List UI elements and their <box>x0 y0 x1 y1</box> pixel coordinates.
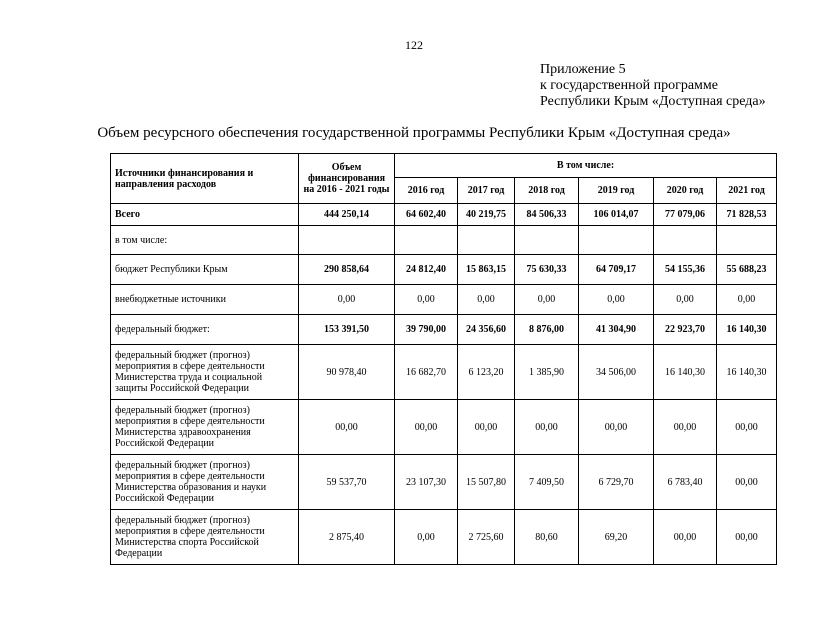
row-value: 1 385,90 <box>515 345 579 400</box>
row-value: 71 828,53 <box>717 204 777 226</box>
row-value: 22 923,70 <box>654 315 717 345</box>
row-value: 00,00 <box>458 400 515 455</box>
row-value: 0,00 <box>717 285 777 315</box>
row-value: 84 506,33 <box>515 204 579 226</box>
row-value: 00,00 <box>717 455 777 510</box>
financing-table <box>110 153 777 565</box>
row-total: 90 978,40 <box>299 345 395 400</box>
row-total: 0,00 <box>299 285 395 315</box>
row-value: 00,00 <box>654 510 717 565</box>
row-value: 00,00 <box>717 510 777 565</box>
row-label: в том числе: <box>111 226 299 255</box>
header-year: 2018 год <box>515 178 579 204</box>
appendix-note <box>540 62 766 110</box>
row-total: 59 537,70 <box>299 455 395 510</box>
header-year: 2019 год <box>579 178 654 204</box>
row-value: 75 630,33 <box>515 255 579 285</box>
row-value: 0,00 <box>515 285 579 315</box>
row-label: бюджет Республики Крым <box>111 255 299 285</box>
row-value: 80,60 <box>515 510 579 565</box>
row-value: 64 602,40 <box>395 204 458 226</box>
row-label: федеральный бюджет (прогноз) мероприятия в сфере деятельности Министерства образования и науки Российской Федерации <box>111 455 299 510</box>
row-value: 39 790,00 <box>395 315 458 345</box>
row-label: федеральный бюджет: <box>111 315 299 345</box>
row-value: 0,00 <box>458 285 515 315</box>
row-value: 16 682,70 <box>395 345 458 400</box>
row-value: 64 709,17 <box>579 255 654 285</box>
table-row <box>111 255 777 285</box>
row-value: 00,00 <box>515 400 579 455</box>
row-value: 69,20 <box>579 510 654 565</box>
row-value: 41 304,90 <box>579 315 654 345</box>
row-label: федеральный бюджет (прогноз) мероприятия в сфере деятельности Министерства труда и социальной защиты Российской Федерации <box>111 345 299 400</box>
row-total <box>299 226 395 255</box>
row-total: 153 391,50 <box>299 315 395 345</box>
appendix-line-3: Республики Крым «Доступная среда» <box>540 94 766 109</box>
table-row <box>111 345 777 400</box>
row-value: 16 140,30 <box>654 345 717 400</box>
row-value: 24 812,40 <box>395 255 458 285</box>
row-value: 2 725,60 <box>458 510 515 565</box>
header-year: 2016 год <box>395 178 458 204</box>
header-including: В том числе: <box>395 154 777 178</box>
row-value: 40 219,75 <box>458 204 515 226</box>
document-title: Объем ресурсного обеспечения государственной программы Республики Крым «Доступная среда» <box>97 125 731 141</box>
row-value: 8 876,00 <box>515 315 579 345</box>
row-value: 15 507,80 <box>458 455 515 510</box>
table-row <box>111 455 777 510</box>
row-total: 2 875,40 <box>299 510 395 565</box>
row-value: 6 729,70 <box>579 455 654 510</box>
row-value: 00,00 <box>395 400 458 455</box>
row-label: федеральный бюджет (прогноз) мероприятия в сфере деятельности Министерства спорта Российской Федерации <box>111 510 299 565</box>
header-year: 2017 год <box>458 178 515 204</box>
row-value: 34 506,00 <box>579 345 654 400</box>
table-row <box>111 226 777 255</box>
row-total: 444 250,14 <box>299 204 395 226</box>
row-value: 7 409,50 <box>515 455 579 510</box>
row-value: 15 863,15 <box>458 255 515 285</box>
table-row <box>111 510 777 565</box>
table-row <box>111 315 777 345</box>
row-value <box>395 226 458 255</box>
header-source: Источники финансирования и направления расходов <box>111 154 299 204</box>
row-value: 106 014,07 <box>579 204 654 226</box>
row-value: 6 783,40 <box>654 455 717 510</box>
appendix-line-2: к государственной программе <box>540 78 718 93</box>
row-value: 16 140,30 <box>717 315 777 345</box>
appendix-line-1: Приложение 5 <box>540 62 626 77</box>
row-total: 290 858,64 <box>299 255 395 285</box>
row-value <box>654 226 717 255</box>
row-value: 77 079,06 <box>654 204 717 226</box>
row-label: федеральный бюджет (прогноз) мероприятия в сфере деятельности Министерства здравоохранения Российской Федерации <box>111 400 299 455</box>
row-value: 0,00 <box>654 285 717 315</box>
row-value: 0,00 <box>579 285 654 315</box>
row-value: 00,00 <box>654 400 717 455</box>
header-year: 2020 год <box>654 178 717 204</box>
row-value: 55 688,23 <box>717 255 777 285</box>
table-row <box>111 204 777 226</box>
page-number: 122 <box>405 38 423 52</box>
row-value: 6 123,20 <box>458 345 515 400</box>
table-row <box>111 400 777 455</box>
row-value: 00,00 <box>717 400 777 455</box>
row-value: 23 107,30 <box>395 455 458 510</box>
row-value <box>717 226 777 255</box>
header-row-top <box>111 154 777 178</box>
row-value: 54 155,36 <box>654 255 717 285</box>
header-year: 2021 год <box>717 178 777 204</box>
row-total: 00,00 <box>299 400 395 455</box>
row-value: 24 356,60 <box>458 315 515 345</box>
header-total: Объем финансирования на 2016 - 2021 годы <box>299 154 395 204</box>
row-value: 0,00 <box>395 510 458 565</box>
row-value: 16 140,30 <box>717 345 777 400</box>
row-value: 0,00 <box>395 285 458 315</box>
table-row <box>111 285 777 315</box>
row-label: внебюджетные источники <box>111 285 299 315</box>
row-label: Всего <box>111 204 299 226</box>
row-value: 00,00 <box>579 400 654 455</box>
row-value <box>579 226 654 255</box>
row-value <box>515 226 579 255</box>
row-value <box>458 226 515 255</box>
